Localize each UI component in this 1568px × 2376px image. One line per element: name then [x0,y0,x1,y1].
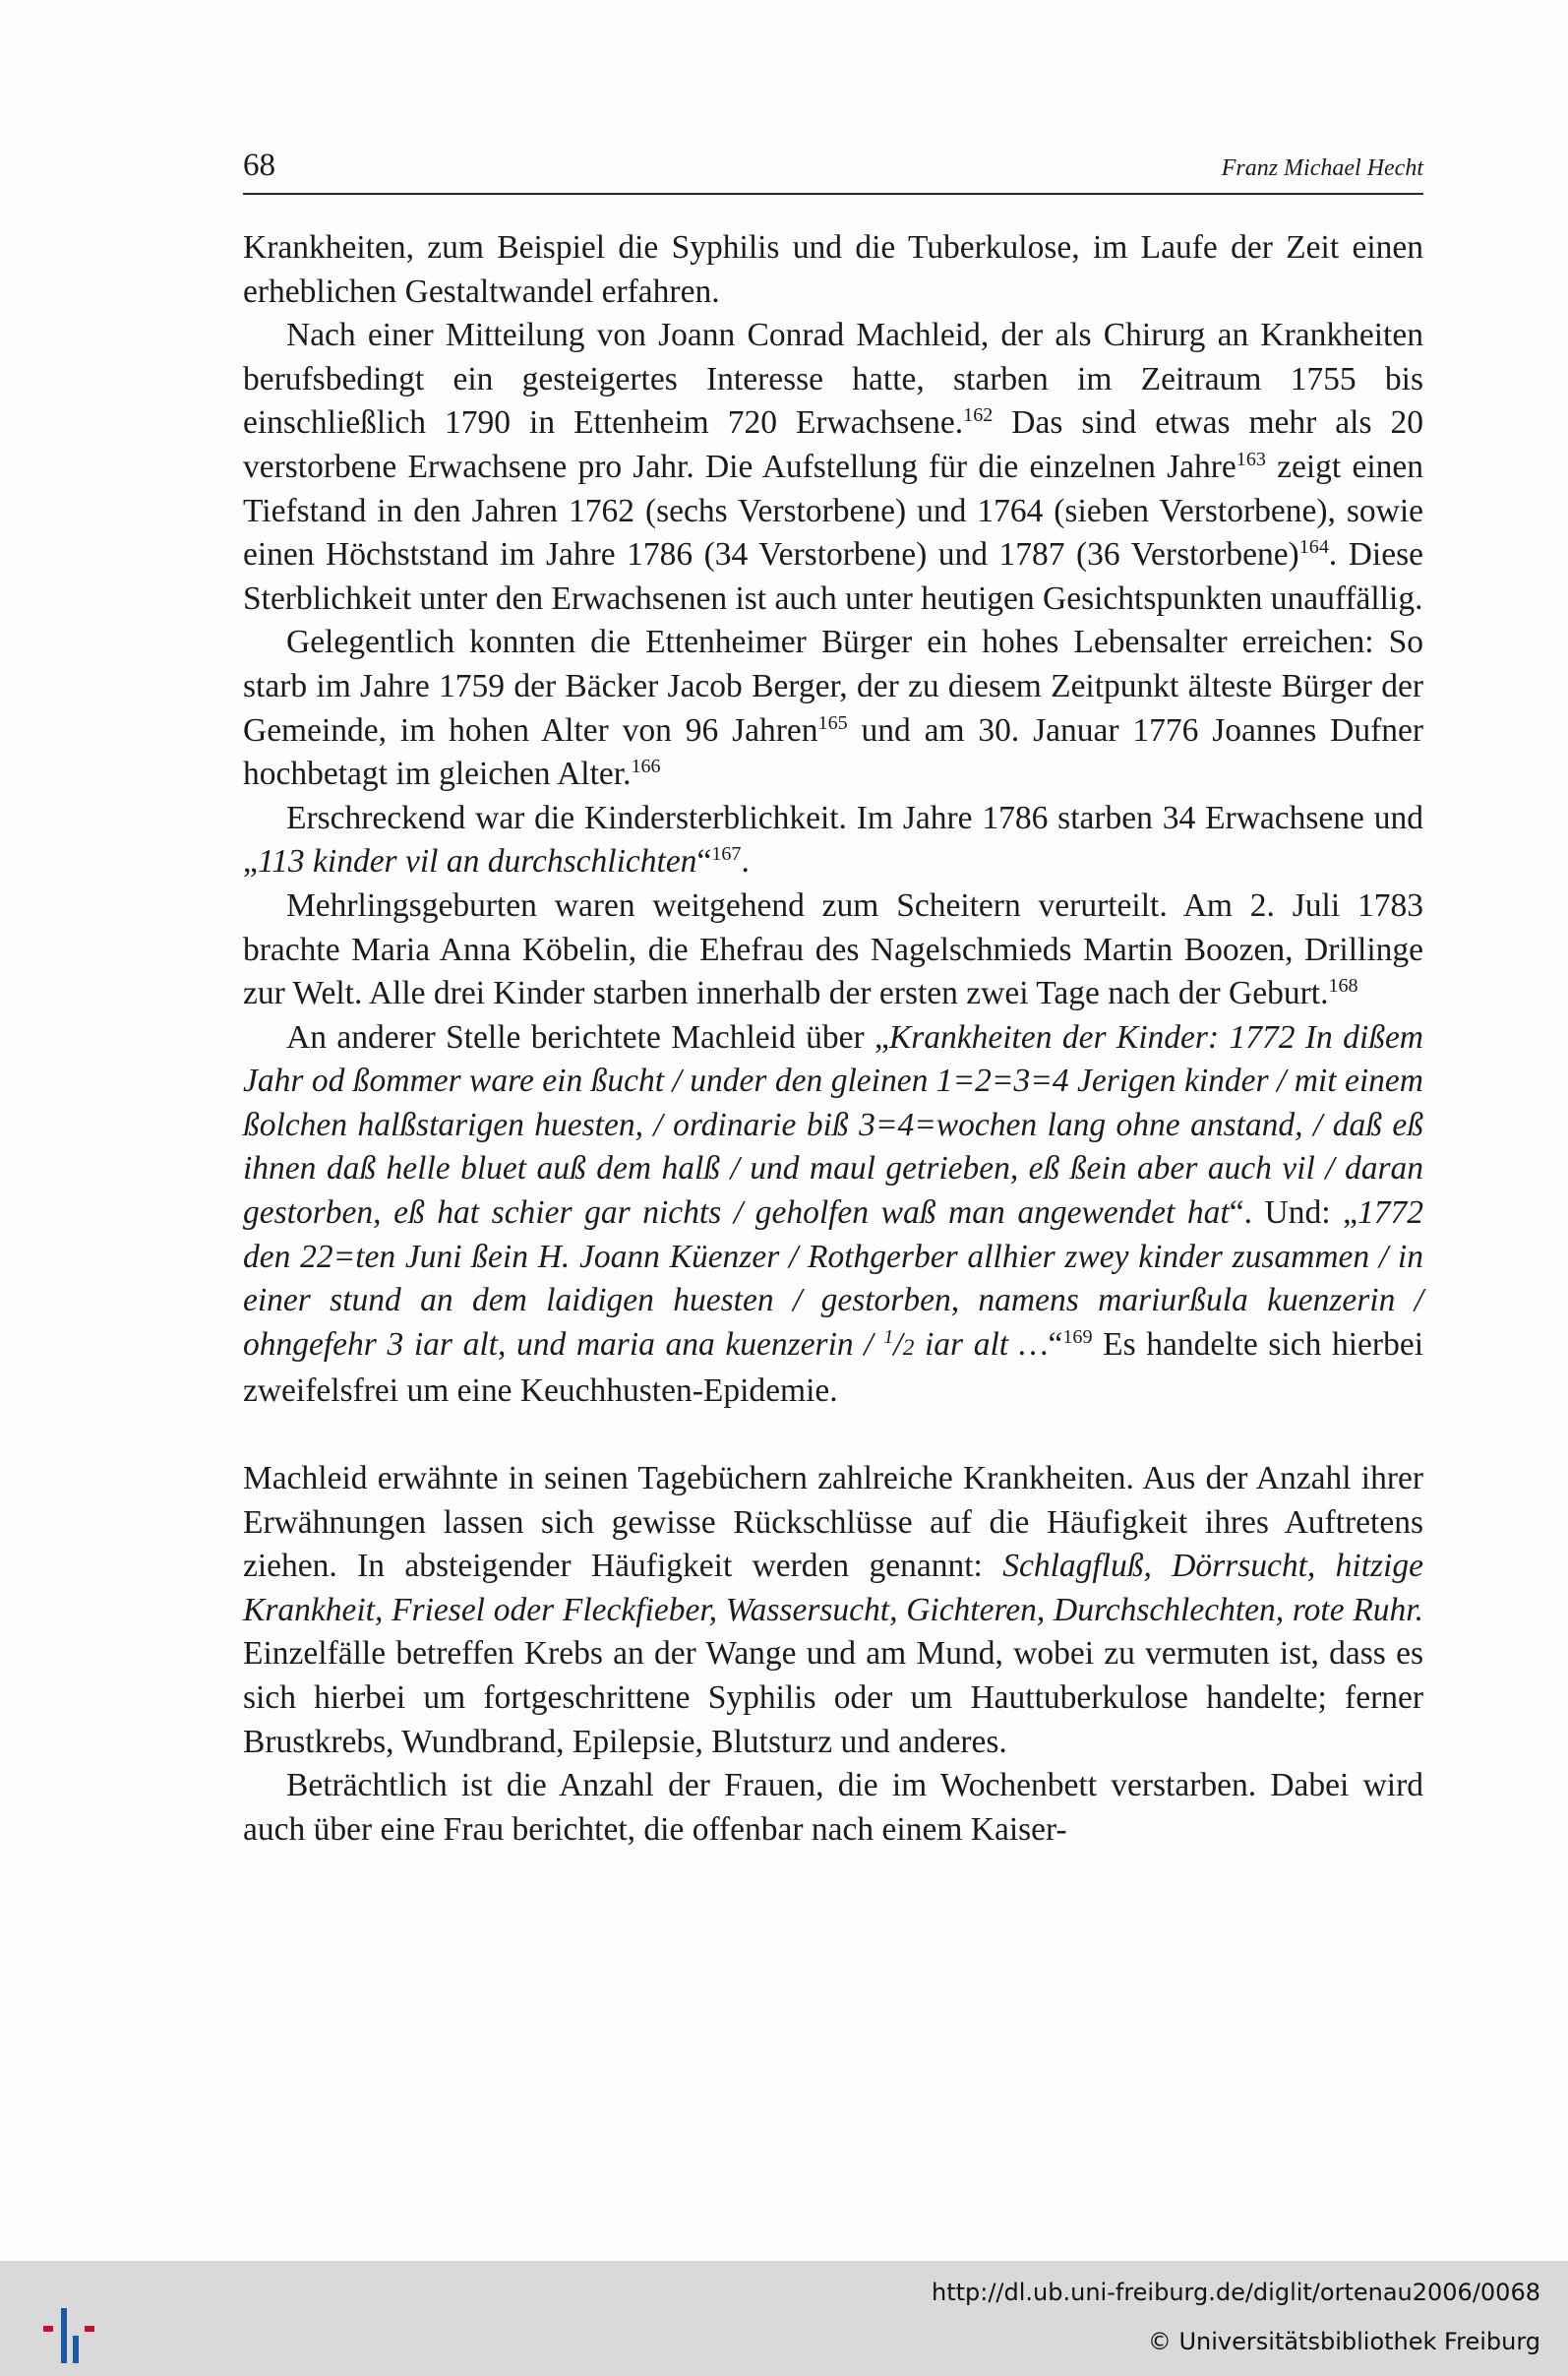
paragraph-text: Es handelte sich hierbei zweifelsfrei um eine Keuchhusten-Epidemie. [243,1325,1424,1410]
paragraph-text: . Diese Sterblichkeit unter den Erwachsenen ist auch unter heutigen Gesichtspunkten unauffällig. [243,536,1423,617]
library-footer [0,2261,1568,2376]
page-number: 68 [243,148,275,183]
paragraph-text: An anderer Stelle berichtete Machleid über „ [286,1018,889,1056]
paragraph-7 [243,1457,1423,1764]
page-header [243,146,1423,195]
paragraph-text: Gelegentlich konnten die Ettenheimer Bürger ein hohes Lebensalter erreichen: So starb im Jahre 1759 der Bäcker Jacob Berger, der zu diesem Zeitpunkt älteste Bürger der Gemeinde, im hohen Alter von 96 Jahren [243,624,1423,749]
footnote-ref: 167 [711,843,742,866]
paragraph-8 [243,1764,1423,1852]
paragraph-2 [243,314,1423,621]
quotation: 113 kinder vil an durchschlichten [257,843,697,881]
paragraph-4 [243,797,1423,884]
copyright-notice: © Universitätsbibliothek Freiburg [1147,2328,1540,2355]
footnote-ref: 165 [817,711,848,734]
ub-freiburg-logo-icon [39,2298,108,2367]
quotation: iar alt … [914,1325,1049,1363]
paragraph-text: Krankheiten, zum Beispiel die Syphilis und die Tuberkulose, im Laufe der Zeit einen erheblichen Gestaltwandel erfahren. [243,229,1423,310]
footnote-ref: 168 [1328,974,1358,997]
paragraph-text: “ [1048,1325,1063,1363]
paragraph-text: Mehrlingsgeburten waren weitgehend zum Scheitern verurteilt. Am 2. Juli 1783 brachte Maria Anna Köbelin, die Ehefrau des Nagelschmieds Martin Boozen, Drillinge zur Welt. Alle drei Kinder starben innerhalb der ersten zwei Tage nach der Geburt. [243,886,1423,1012]
paragraph-1 [243,226,1423,314]
paragraph-text: Machleid erwähnte in seinen Tagebüchern zahlreiche Krankheiten. Aus der Anzahl ihrer Erwähnungen lassen sich gewisse Rückschlüsse auf die Häufigkeit ihres Auftretens ziehen. In absteigender Häufigkeit werden genannt: [243,1460,1423,1585]
paragraph-text: und am 30. Januar 1776 Joannes Dufner hochbetagt im gleichen Alter. [243,711,1423,793]
footnote-ref: 169 [1062,1325,1093,1348]
footnote-ref: 166 [631,755,661,777]
footnote-ref: 164 [1298,536,1329,558]
permalink-url[interactable]: http://dl.ub.uni-freiburg.de/diglit/ortenau2006/0068 [931,2279,1540,2306]
paragraph-text: Beträchtlich ist die Anzahl der Frauen, die im Wochenbett verstarben. Dabei wird auch über eine Frau berichtet, die offenbar nach einem Kaiser- [243,1767,1423,1848]
footnote-ref: 162 [963,404,994,427]
fraction-denominator: 2 [902,1334,915,1361]
paragraph-text: “ [696,843,712,881]
footnote-ref: 163 [1236,448,1266,470]
running-head: Franz Michael Hecht [1221,155,1423,181]
body-text [243,226,1423,1852]
paragraph-text: zeigt einen Tiefstand in den Jahren 1762 (sechs Verstorbene) und 1764 (sieben Verstorbene), sowie einen Höchststand im Jahre 1786 (34 Verstorbene) und 1787 (36 Verstorbene) [243,448,1423,574]
disease-list: Schlagfluß, Dörrsucht, hitzige Krankheit, Friesel oder Fleckfieber, Wassersucht, Gichteren, Durchschlechten, rote Ruhr. [243,1548,1423,1628]
paragraph-text: Nach einer Mitteilung von Joann Conrad Machleid, der als Chirurg an Krankheiten berufsbedingt ein gesteigertes Interesse hatte, starben im Zeitraum 1755 bis einschließlich 1790 in Ettenheim 720 Erwachsene. [243,317,1423,442]
paragraph-text: Das sind etwas mehr als 20 verstorbene Erwachsene pro Jahr. Die Aufstellung für die einzelnen Jahre [243,404,1423,485]
paragraph-3 [243,621,1423,796]
quotation: 1772 den 22=ten Juni ßein H. Joann Küenzer / Rothgerber allhier zwey kinder zusammen / in einer stund an dem laidigen huesten / gestorben, namens mariurßula kuenzerin / ohngefehr 3 iar alt, und maria ana kuenzerin / [243,1194,1423,1363]
paragraph-5 [243,884,1423,1016]
paragraph-text: “. Und: „ [1229,1194,1357,1232]
paragraph-text: Einzelfälle betreffen Krebs an der Wange und am Mund, wobei zu vermuten ist, dass es sich hierbei um fortgeschrittene Syphilis oder um Hauttuberkulose handelte; ferner Brustkrebs, Wundbrand, Epilepsie, Blutsturz und anderes. [243,1635,1423,1760]
paragraph-6 [243,1016,1423,1414]
fraction-numerator: 1 [883,1325,894,1348]
fraction: $^1$/2 [883,1325,915,1363]
quotation: Krankheiten der Kinder: 1772 In dißem Jahr od ßommer ware ein ßucht / under den gleinen 1=2=3=4 Jerigen kinder / mit einem ßolchen halßstarigen huesten, / ordinarie biß 3=4=wochen lang ohne anstand, / daß eß ihnen daß helle bluet auß dem halß / und maul getrieben, eß ßein aber auch vil / daran gestorben, eß hat schier gar nichts / geholfen waß man angewendet hat [243,1018,1424,1232]
paragraph-text: . [741,843,750,881]
paragraph-text: Erschreckend war die Kindersterblichkeit. Im Jahre 1786 starben 34 Erwachsene und „ [243,799,1423,881]
